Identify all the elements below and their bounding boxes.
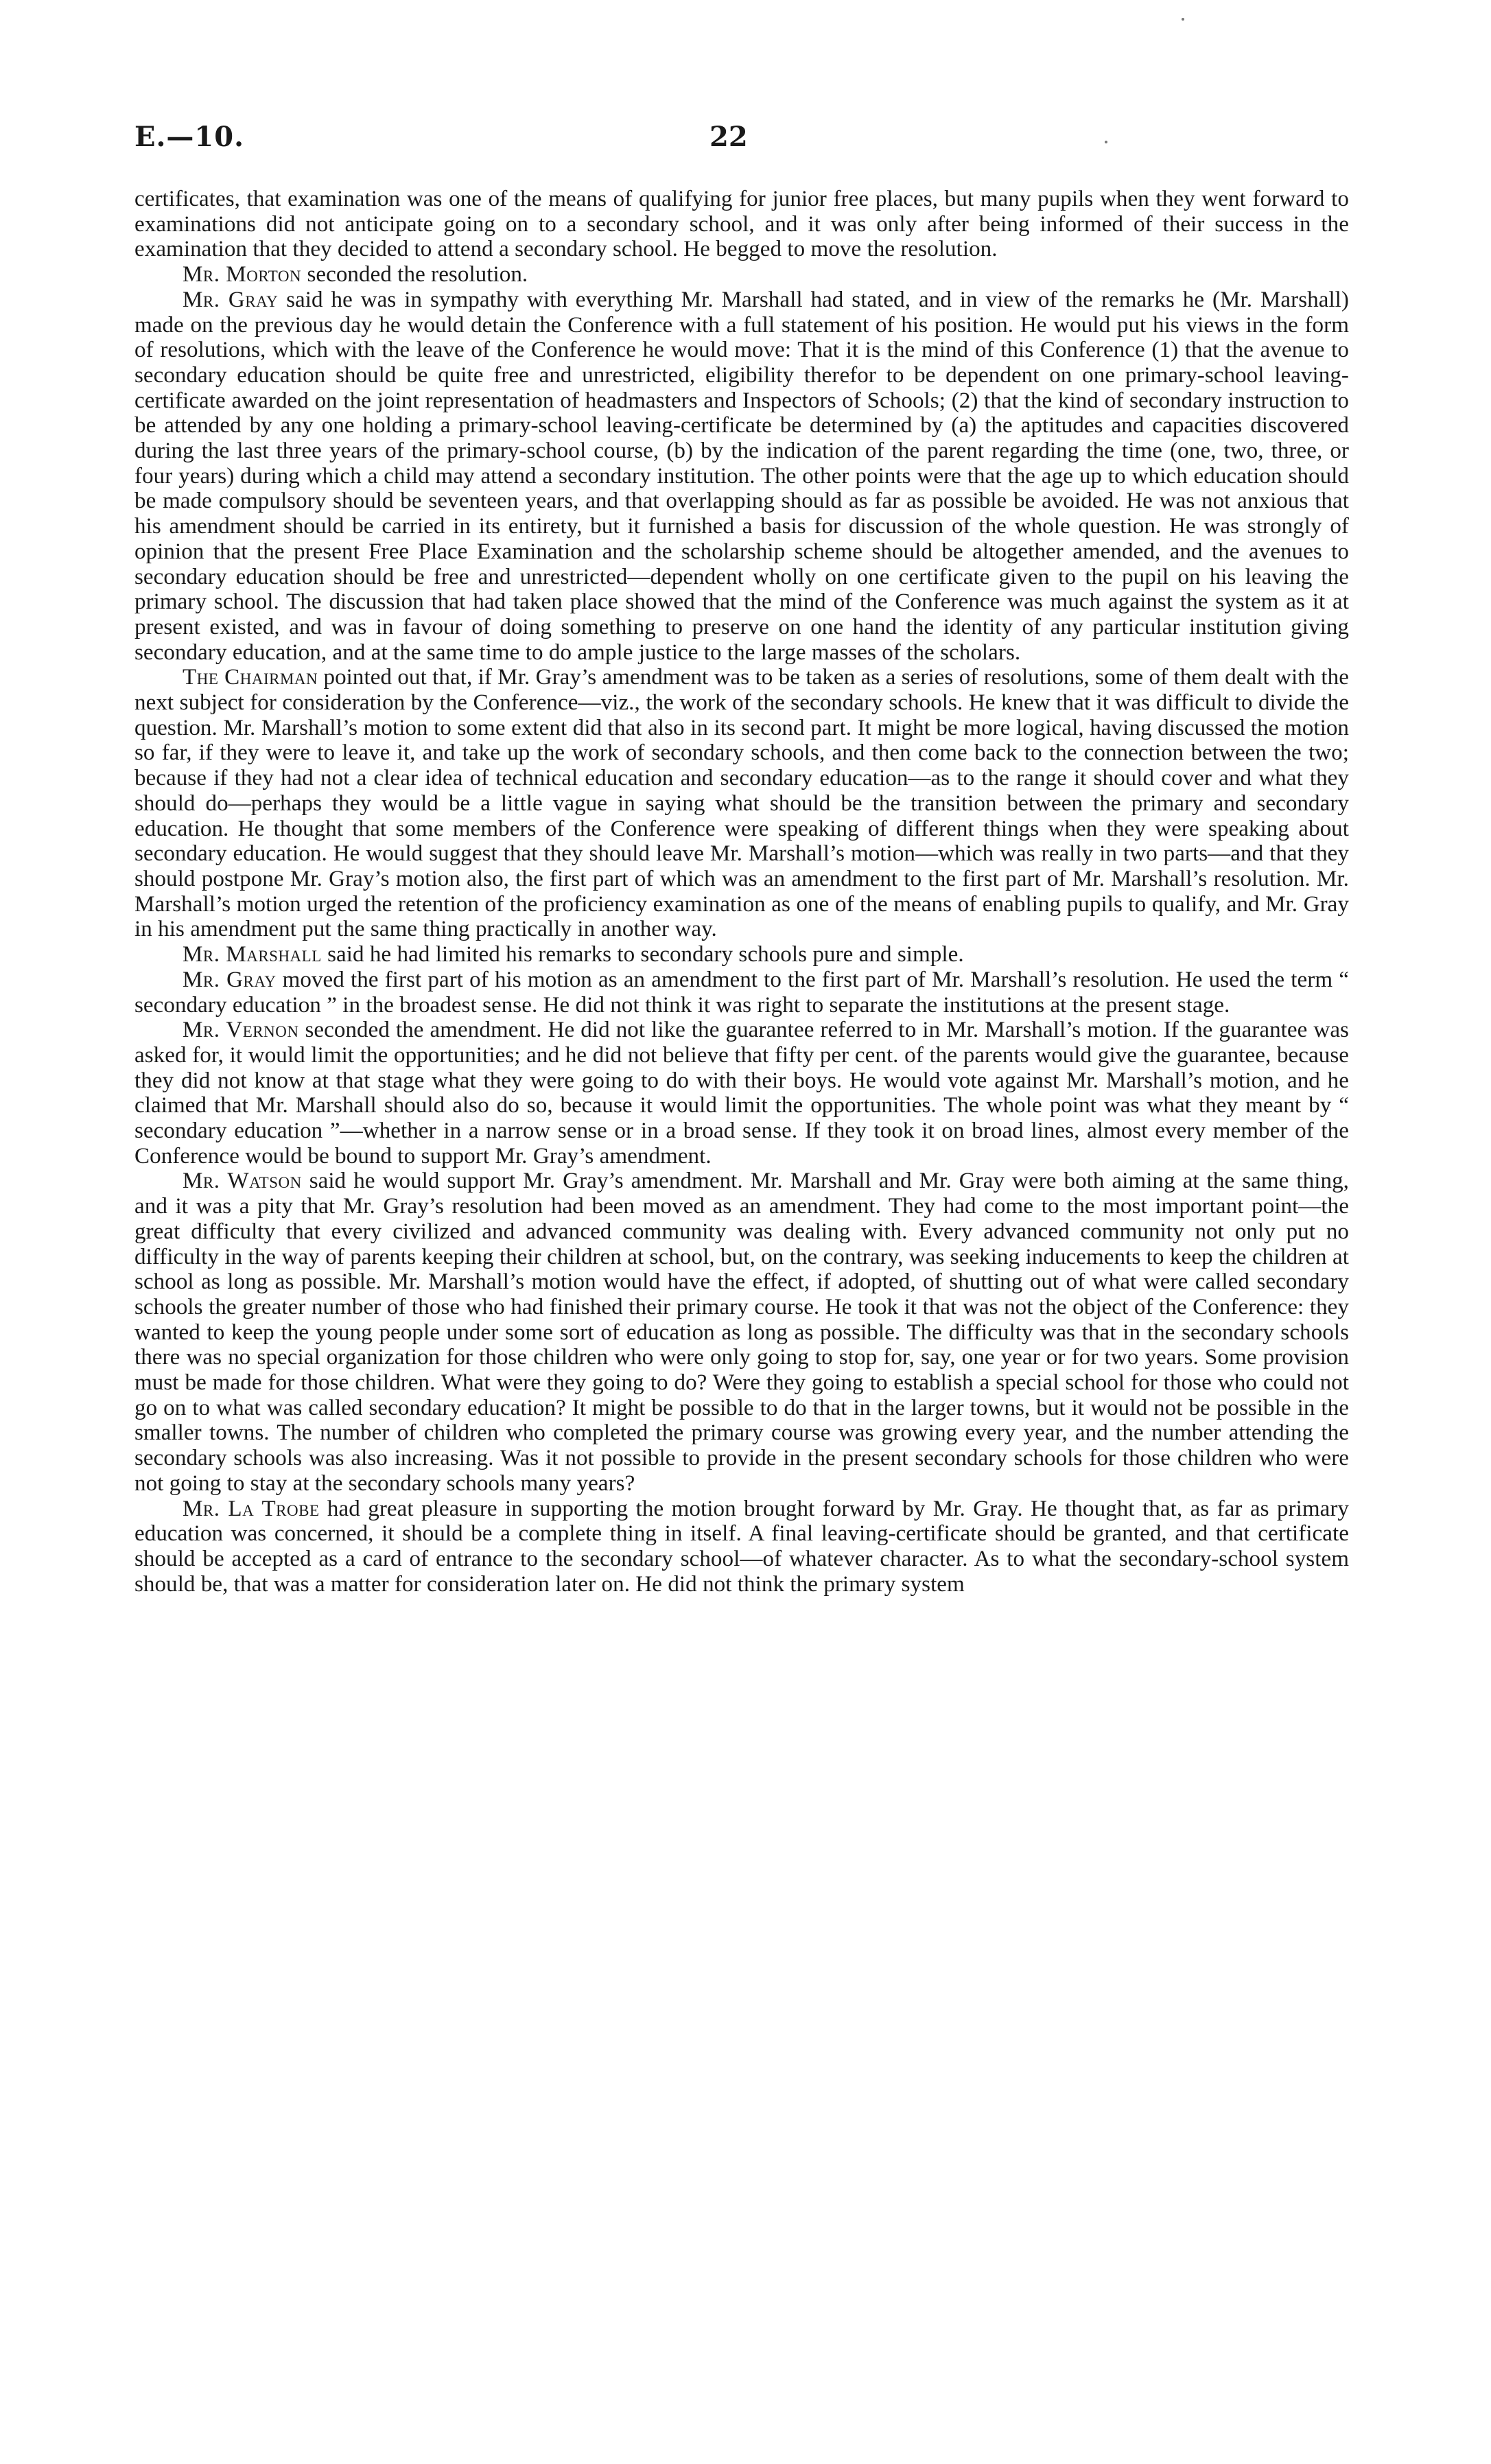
page-number: 22 bbox=[709, 121, 748, 153]
paragraph-text: seconded the amendment. He did not like the guarantee referred to in Mr. Marshall’s motion. If the guarantee was asked for, it would limit the opportunities; and he did not believe that fifty per cent. of the parents would give the guarantee, because they did not know at that stage what they were going to do with their boys. He would vote against Mr. Marshall’s motion, and he claimed that Mr. Marshall should also do so, because it would limit the opportunities. The whole point was what they meant by “ secondary education ”—whether in a narrow sense or in a broad sense. If they took it on broad lines, almost every member of the Conference would be bound to support Mr. Gray’s amendment. bbox=[134, 1018, 1349, 1169]
paragraph-marshall bbox=[134, 942, 1349, 967]
speaker-name: Mr. Morton bbox=[183, 262, 302, 288]
page-header bbox=[134, 121, 1349, 162]
speaker-name: The Chairman bbox=[183, 665, 318, 690]
document-reference: E.—10. bbox=[134, 121, 245, 153]
speaker-name: Mr. La Trobe bbox=[183, 1496, 320, 1521]
speaker-name: Mr. Vernon bbox=[183, 1018, 299, 1043]
print-speck bbox=[1105, 141, 1107, 143]
speaker-name: Mr. Watson bbox=[183, 1169, 302, 1194]
paragraph-gray-1 bbox=[134, 288, 1349, 666]
paragraph-text: said he had limited his remarks to secondary schools pure and simple. bbox=[321, 942, 964, 967]
paragraph-text: pointed out that, if Mr. Gray’s amendment was to be taken as a series of resolutions, some of them dealt with the next subject for consideration by the Conference—viz., the work of the secondary schools. He knew that it was difficult to divide the question. Mr. Marshall’s motion to some extent did that also in its second part. It might be more logical, having discussed the motion so far, if they were to leave it, and take up the work of secondary schools, and then come back to the connection between the two; because if they had not a clear idea of technical education and secondary education—as to the range it should cover and what they should do—perhaps they would be a little vague in saying what should be the transition between the primary and secondary education. He thought that some members of the Conference were speaking of different things when they were speaking about secondary education. He would suggest that they should leave Mr. Marshall’s motion—which was really in two parts—and that they should postpone Mr. Gray’s motion also, the first part of which was an amendment to the first part of Mr. Marshall’s resolution. Mr. Marshall’s motion urged the retention of the proficiency examination as one of the means of enabling pupils to qualify, and Mr. Gray in his amendment put the same thing practically in another way. bbox=[134, 665, 1349, 942]
print-speck bbox=[1182, 18, 1184, 21]
paragraph-text: said he was in sympathy with everything Mr. Marshall had stated, and in view of the remarks he (Mr. Marshall) made on the previous day he would detain the Conference with a full statement of his position. He would put his views in the form of resolutions, which with the leave of the Conference he would move: That it is the mind of this Conference (1) that the avenue to secondary education should be quite free and unrestricted, eligibility therefor to be dependent on one primary-school leaving-certificate awarded on the joint representation of headmasters and Inspectors of Schools; (2) that the kind of secondary instruction to be attended by any one holding a primary-school leaving-certificate be determined by (a) the aptitudes and capacities discovered during the last three years of the primary-school course, (b) by the indication of the parent regarding the time (one, two, three, or four years) during which a child may attend a secondary institution. The other points were that the age up to which education should be made compulsory should be seventeen years, and that overlapping should as far as possible be avoided. He was not anxious that his amendment should be carried in its entirety, but it furnished a basis for discussion of the whole question. He was strongly of opinion that the present Free Place Examination and the scholarship scheme should be altogether amended, and the avenues to secondary education should be free and unrestricted—dependent wholly on one certificate given to the pupil on his leaving the primary school. The discussion that had taken place showed that the mind of the Conference was much against the system as it at present existed, and was in favour of doing something to preserve on one hand the identity of any particular institution giving secondary education, and at the same time to do ample justice to the large masses of the scholars. bbox=[134, 287, 1349, 665]
speaker-name: Mr. Gray bbox=[183, 287, 279, 312]
paragraph-vernon bbox=[134, 1018, 1349, 1169]
speaker-name: Mr. Gray bbox=[183, 967, 277, 992]
paragraph-chairman bbox=[134, 665, 1349, 942]
paragraph-text: said he would support Mr. Gray’s amendment. Mr. Marshall and Mr. Gray were both aiming at the same thing, and it was a pity that Mr. Gray’s resolution had been moved as an amendment. They had come to the most important point—the great difficulty that every civilized and advanced community was dealing with. Every advanced community not only put no difficulty in the way of parents keeping their children at school, but, on the contrary, was seeking inducements to keep the children at school as long as possible. Mr. Marshall’s motion would have the effect, if adopted, of shutting out of what were called secondary schools the greater number of those who had finished their primary course. He took it that was not the object of the Conference: they wanted to keep the young people under some sort of education as long as possible. The difficulty was that in the secondary schools there was no special organization for those children who were only going to stop for, say, one year or for two years. Some provision must be made for those children. What were they going to do? Were they going to establish a special school for those who could not go on to what was called secondary education? It might be possible to do that in the larger towns, but it would not be possible in the smaller towns. The number of children who completed the primary course was growing every year, and the number attending the secondary schools was also increasing. Was it not possible to provide in the present secondary schools for those children who were not going to stay at the secondary schools many years? bbox=[134, 1169, 1349, 1496]
body-text bbox=[134, 187, 1349, 1597]
paragraph-gray-2 bbox=[134, 967, 1349, 1018]
paragraph-morton bbox=[134, 262, 1349, 288]
paragraph-la-trobe bbox=[134, 1497, 1349, 1597]
paragraph-watson bbox=[134, 1169, 1349, 1496]
paragraph-text: certificates, that examination was one of the means of qualifying for junior free places, but many pupils when they went forward to examinations did not anticipate going on to a secondary school, and it was only after being informed of their success in the examination that they decided to attend a secondary school. He begged to move the resolution. bbox=[134, 187, 1349, 262]
paragraph-continuation bbox=[134, 187, 1349, 262]
paragraph-text: seconded the resolution. bbox=[301, 262, 528, 288]
paragraph-text: moved the first part of his motion as an amendment to the first part of Mr. Marshall’s resolution. He used the term “ secondary education ” in the broadest sense. He did not think it was right to separate the institutions at the present stage. bbox=[134, 967, 1349, 1018]
speaker-name: Mr. Marshall bbox=[183, 942, 322, 967]
paragraph-text: had great pleasure in supporting the motion brought forward by Mr. Gray. He thought that, as far as primary education was concerned, it should be a complete thing in itself. A final leaving-certificate should be granted, and that certificate should be accepted as a card of entrance to the secondary school—of whatever character. As to what the secondary-school system should be, that was a matter for consideration later on. He did not think the primary system bbox=[134, 1496, 1350, 1597]
